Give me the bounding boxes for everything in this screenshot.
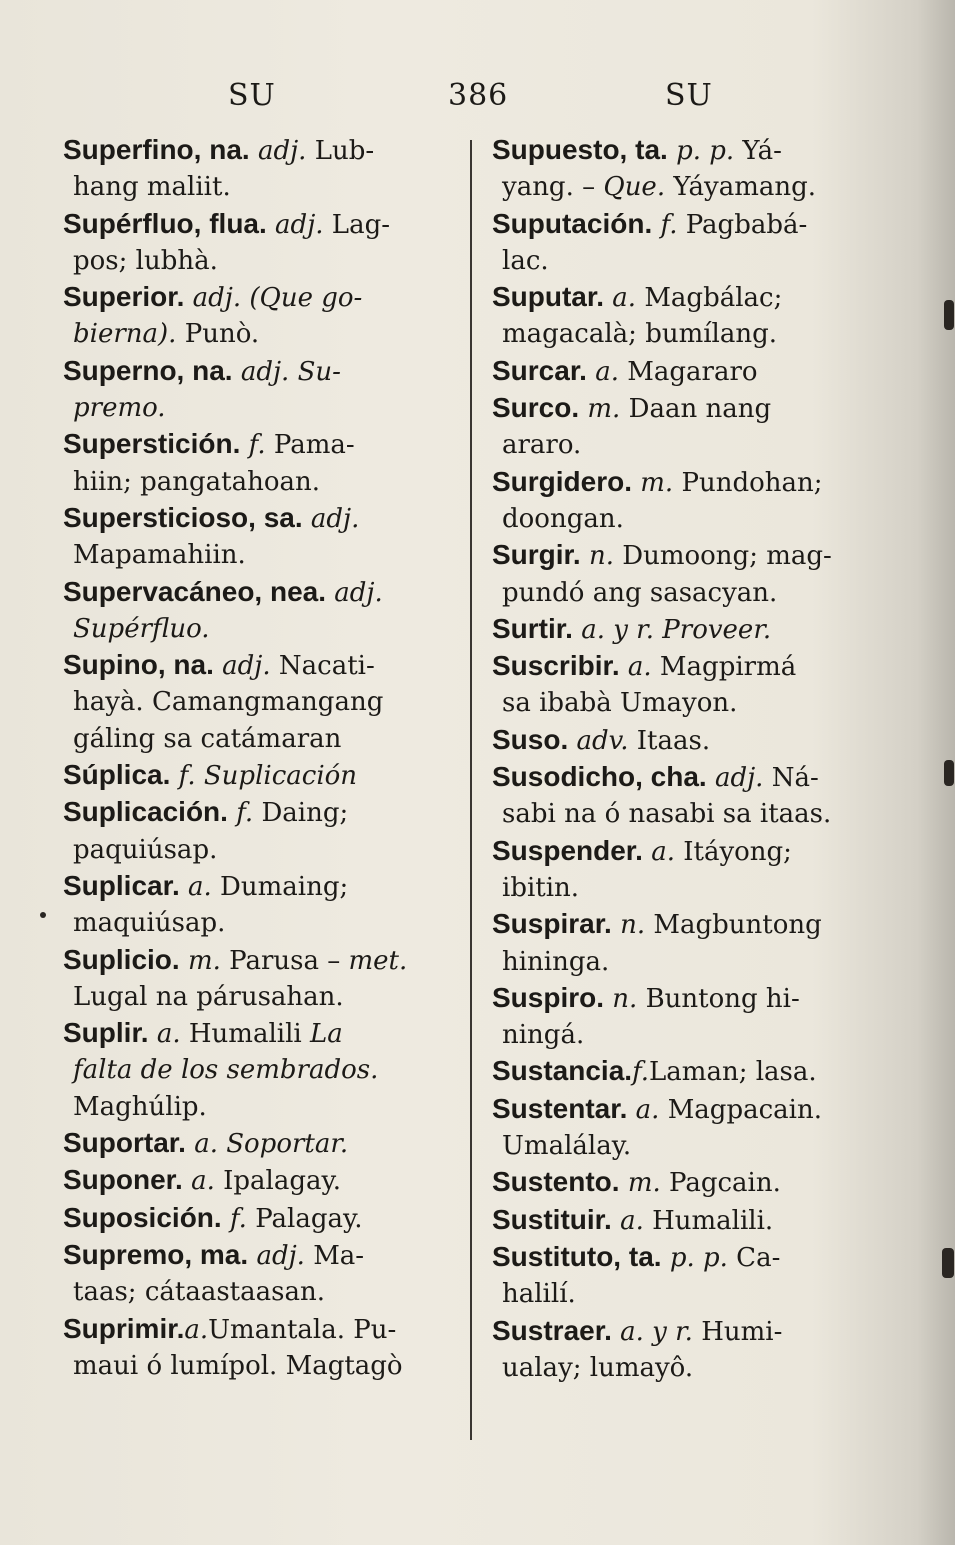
headword: Supervacáneo, nea.	[63, 575, 327, 607]
entry: Suspiro. n. Buntong hi- ningá.	[492, 981, 800, 1051]
entry: Superstición. f. Pama- hiin; pangatahoan.	[63, 428, 355, 497]
entry: Sustituto, ta. p. p. Ca- halilí.	[492, 1240, 781, 1310]
entry: Suposición. f. Palagay.	[63, 1201, 363, 1234]
headword: Supremo, ma.	[63, 1238, 249, 1270]
entry: Supremo, ma. adj. Ma- taas; cátaastaasan.	[63, 1238, 365, 1308]
headword: Superno, na.	[63, 354, 233, 386]
headword: Superstición.	[63, 428, 241, 460]
headword: Súplica.	[63, 759, 171, 791]
headword: Suputar.	[492, 281, 605, 313]
entry: Sustituir. a. Humalili.	[492, 1203, 774, 1236]
entry: Surgidero. m. Pundohan; doongan.	[492, 465, 823, 534]
entry: Superfino, na. adj. Lub- hang maliit.	[63, 134, 375, 203]
entry: Surtir. a. y r. Proveer.	[492, 612, 772, 645]
ink-speck	[40, 912, 46, 918]
left-column	[63, 132, 458, 1384]
headword: Sustraer.	[492, 1314, 612, 1346]
headword: Suplicar.	[63, 869, 180, 901]
entry: Sustancia.f.Laman; lasa.	[492, 1055, 817, 1088]
entry: Súplica. f. Suplicación	[63, 759, 358, 792]
entry: Susodicho, cha. adj. Ná- sabi na ó nasabi sa itaas.	[492, 761, 832, 830]
headword: Supérfluo, flua.	[63, 207, 267, 239]
entry: Suspender. a. Itáyong; ibitin.	[492, 834, 792, 903]
entry: Suso. adv. Itaas.	[492, 723, 711, 756]
entry: Surgir. n. Dumoong; mag- pundó ang sasacyan.	[492, 539, 832, 608]
header-left-guide: SU	[228, 78, 276, 113]
headword: Suputación.	[492, 207, 653, 239]
headword: Suso.	[492, 723, 569, 755]
binding-hole-mark	[944, 760, 954, 786]
entry: Suponer. a. Ipalagay.	[63, 1164, 341, 1197]
headword: Suportar.	[63, 1127, 186, 1159]
entry: Suprimir.a.Umantala. Pu- maui ó lumípol. Magtagò	[63, 1312, 403, 1381]
headword: Superfino, na.	[63, 134, 250, 165]
entry: Sustraer. a. y r. Humi- ualay; lumayô.	[492, 1314, 783, 1383]
headword: Surcar.	[492, 354, 587, 386]
headword: Suplir.	[63, 1017, 149, 1049]
headword: Suspirar.	[492, 908, 612, 940]
headword: Suprimir.	[63, 1312, 185, 1344]
headword: Supersticioso, sa.	[63, 501, 303, 533]
right-column	[492, 132, 892, 1386]
entry: Suplicar. a. Dumaing; maquiúsap.	[63, 869, 349, 939]
entry: Supérfluo, flua. adj. Lag- pos; lubhà.	[63, 207, 390, 276]
headword: Suponer.	[63, 1164, 183, 1196]
headword: Surco.	[492, 392, 580, 424]
entry: Surcar. a. Magararo	[492, 354, 758, 387]
entry: Supuesto, ta. p. p. Yá- yang. – Que. Yáyamang.	[492, 134, 817, 203]
entry: Suputación. f. Pagbabá- lac.	[492, 207, 808, 276]
binding-hole-mark	[942, 1248, 954, 1278]
headword: Sustituto, ta.	[492, 1240, 662, 1272]
headword: Suplicación.	[63, 796, 228, 828]
headword: Susodicho, cha.	[492, 761, 707, 793]
entry: Sustento. m. Pagcain.	[492, 1166, 781, 1199]
headword: Supino, na.	[63, 649, 214, 681]
headword: Sustancia.	[492, 1055, 633, 1087]
entry: Suscribir. a. Magpirmá sa ibabà Umayon.	[492, 650, 797, 719]
headword: Sustituir.	[492, 1203, 612, 1235]
entry: Superno, na. adj. Su- premo.	[63, 354, 341, 424]
headword: Suposición.	[63, 1201, 222, 1233]
entry: Suspirar. n. Magbuntong hininga.	[492, 908, 822, 977]
entry: Supervacáneo, nea. adj. Supérfluo.	[63, 575, 383, 644]
headword: Suscribir.	[492, 650, 620, 682]
headword: Suplicio.	[63, 943, 180, 975]
page-number: 386	[448, 78, 509, 113]
headword: Suspiro.	[492, 981, 605, 1013]
column-divider	[470, 140, 472, 1440]
headword: Sustento.	[492, 1166, 620, 1198]
entry: Suplicio. m. Parusa – met. Lugal na párusahan.	[63, 943, 408, 1012]
entry: Suplir. a. Humalili La falta de los sembrados. Maghúlip.	[63, 1017, 379, 1122]
headword: Supuesto, ta.	[492, 134, 668, 165]
headword: Surgir.	[492, 539, 581, 571]
headword: Surgidero.	[492, 465, 633, 497]
entry: Suplicación. f. Daing; paquiúsap.	[63, 796, 349, 865]
headword: Superior.	[63, 281, 185, 313]
entry: Suputar. a. Magbálac; magacalà; bumílang.	[492, 281, 783, 350]
entry: Superior. adj. (Que go- bierna). Punò.	[63, 281, 363, 350]
entry: Supino, na. adj. Nacati- hayà. Camangmangang gáling sa catámaran	[63, 649, 384, 754]
entry: Surco. m. Daan nang araro.	[492, 392, 772, 461]
headword: Suspender.	[492, 834, 643, 866]
headword: Sustentar.	[492, 1092, 628, 1124]
header-right-guide: SU	[665, 78, 713, 113]
entry: Sustentar. a. Magpacain. Umalálay.	[492, 1092, 822, 1162]
headword: Surtir.	[492, 612, 573, 644]
entry: Supersticioso, sa. adj. Mapamahiin.	[63, 501, 360, 571]
entry: Suportar. a. Soportar.	[63, 1127, 349, 1160]
binding-hole-mark	[944, 300, 954, 330]
